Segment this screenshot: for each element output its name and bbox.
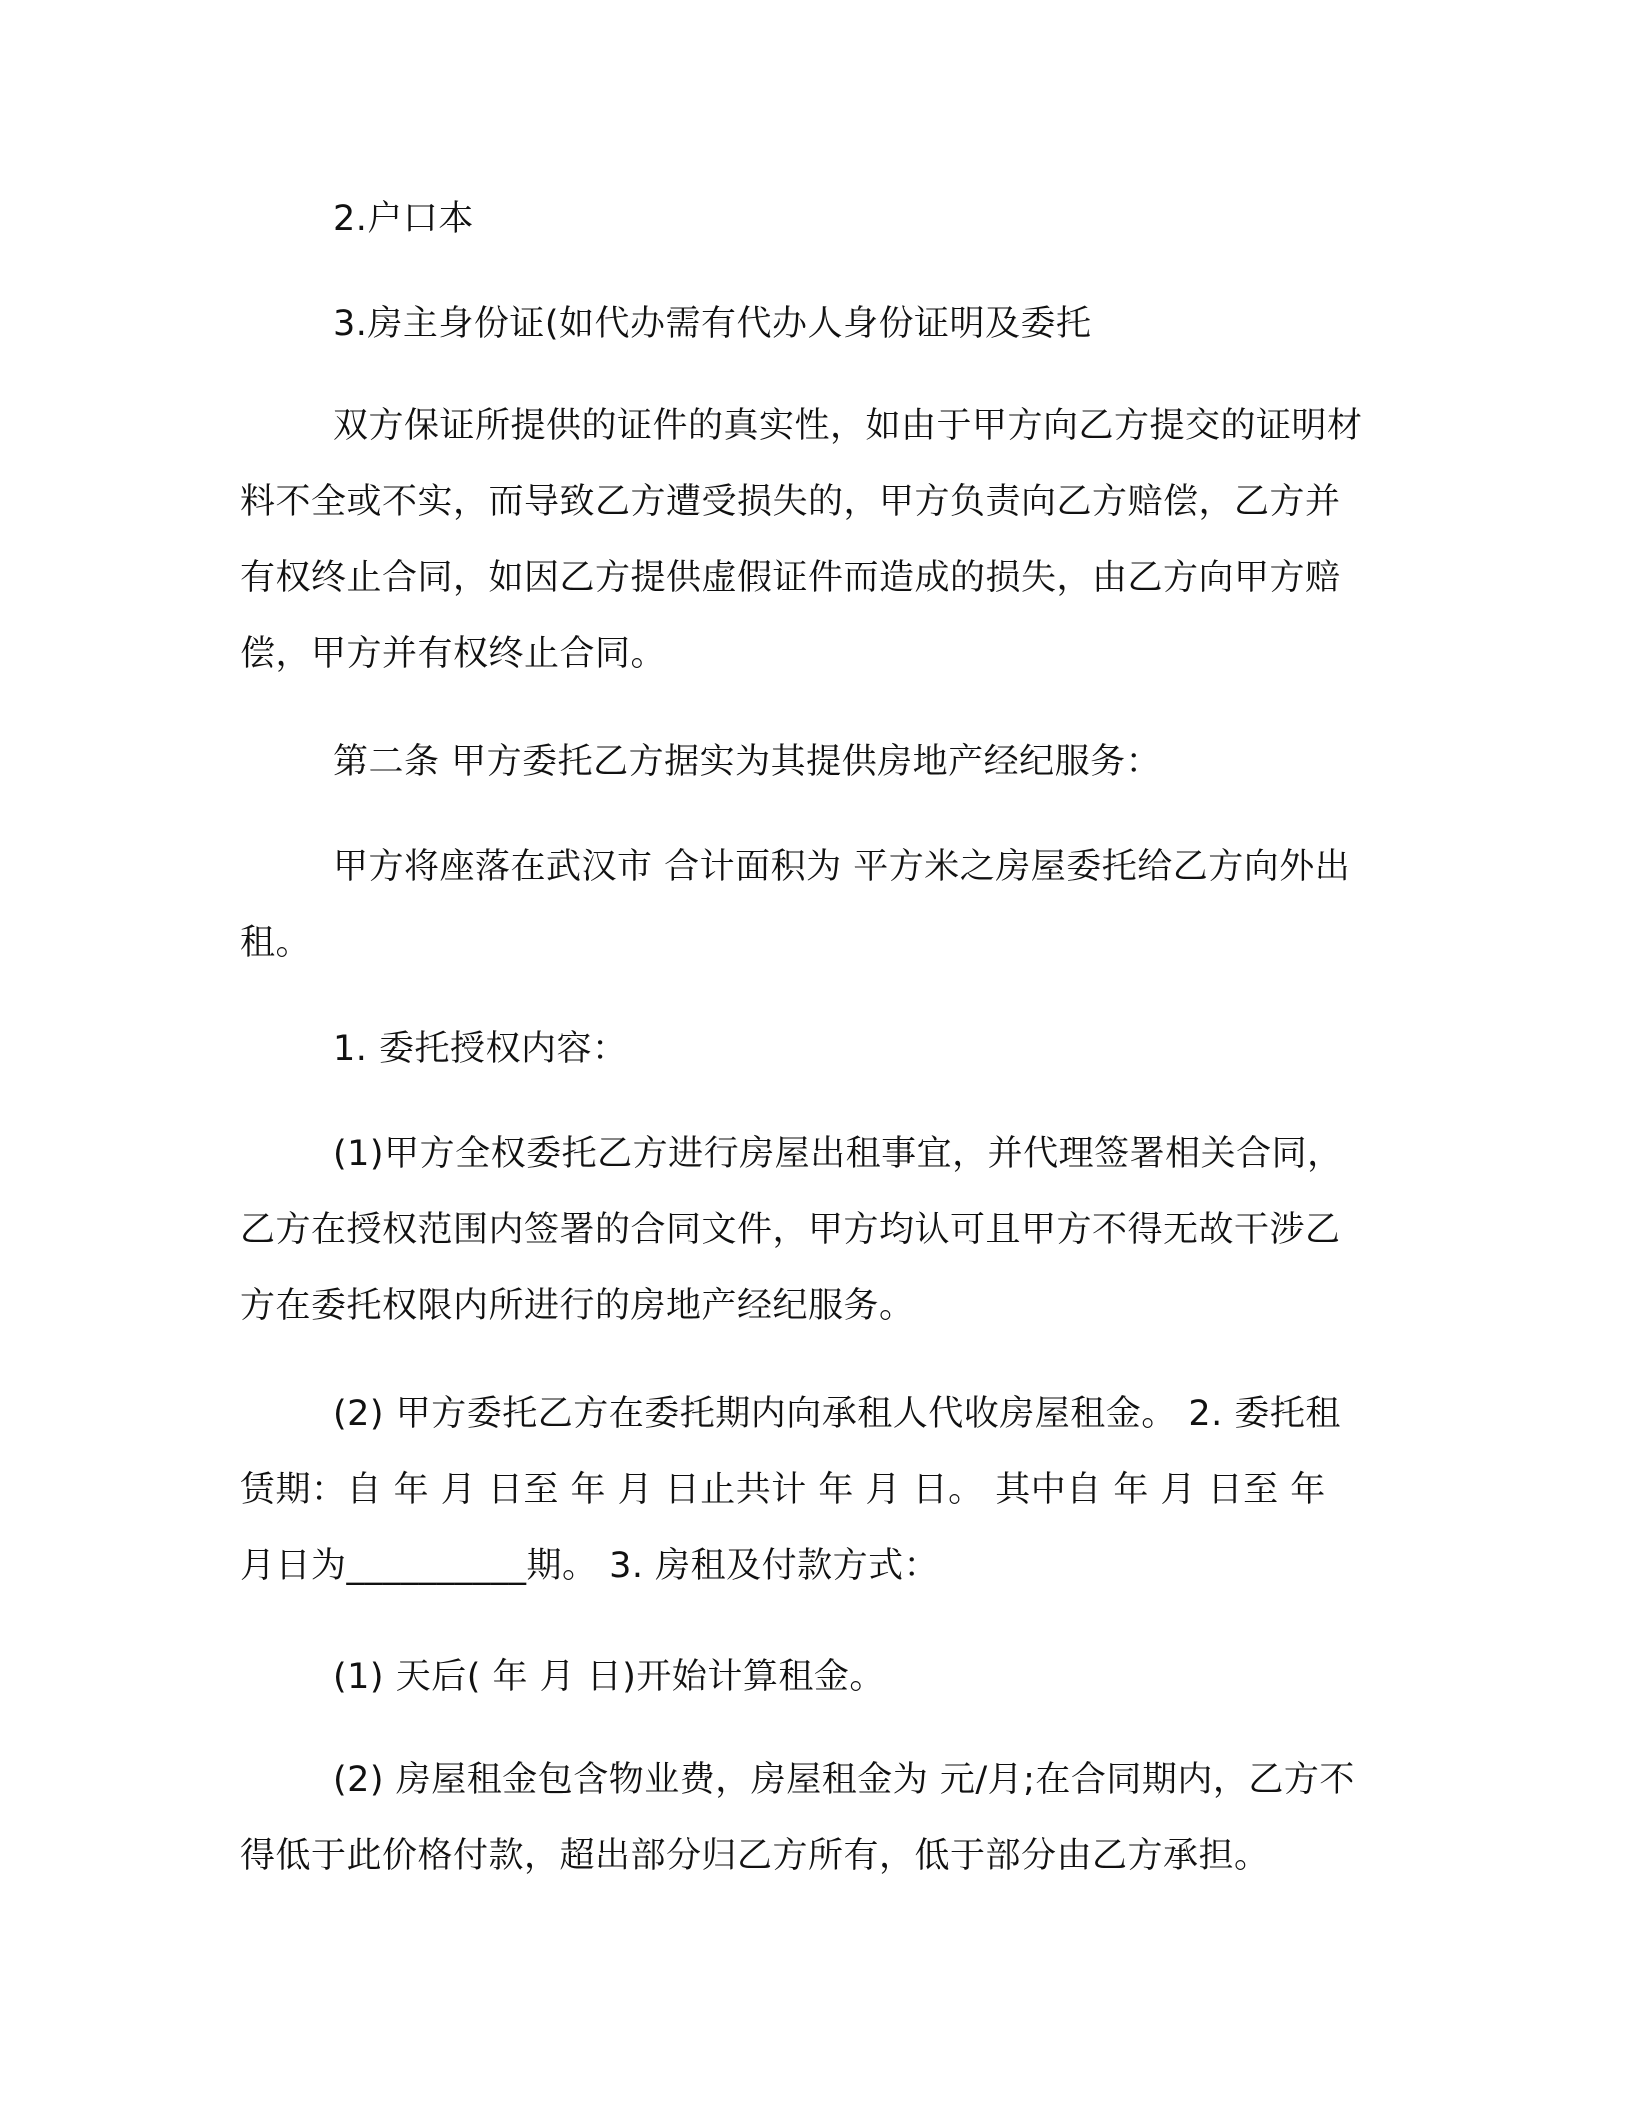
document-paragraph xyxy=(240,1742,1372,1894)
document-paragraph xyxy=(240,181,1372,257)
paragraph-text: 2.户口本 xyxy=(333,199,474,239)
paragraph-text: (1)甲方全权委托乙方进行房屋出租事宜，并代理签署相关合同，乙方在授权范围内签署的合同文件，甲方均认可且甲方不得无故干涉乙方在委托权限内所进行的房地产经纪服务。 xyxy=(240,1134,1343,1326)
paragraph-text: 双方保证所提供的证件的真实性，如由于甲方向乙方提交的证明材料不全或不实，而导致乙方遭受损失的，甲方负责向乙方赔偿，乙方并有权终止合同，如因乙方提供虚假证件而造成的损失，由乙方向甲方赔偿，甲方并有权终止合同。 xyxy=(240,406,1363,674)
document-paragraph xyxy=(240,829,1372,981)
paragraph-text: (2) 房屋租金包含物业费，房屋租金为 元/月;在合同期内，乙方不得低于此价格付款，超出部分归乙方所有，低于部分由乙方承担。 xyxy=(240,1760,1355,1876)
document-paragraph xyxy=(240,1639,1372,1715)
paragraph-text: 甲方将座落在武汉市 合计面积为 平方米之房屋委托给乙方向外出租。 xyxy=(240,847,1351,963)
document-paragraph xyxy=(240,388,1372,692)
paragraph-text: 3.房主身份证(如代办需有代办人身份证明及委托 xyxy=(333,304,1092,344)
document-paragraph xyxy=(240,286,1372,362)
document-paragraph xyxy=(240,1011,1372,1087)
document-paragraph xyxy=(240,1116,1372,1344)
paragraph-text: 第二条 甲方委托乙方据实为其提供房地产经纪服务： xyxy=(333,742,1162,782)
paragraph-text: (2) 甲方委托乙方在委托期内向承租人代收房屋租金。 2. 委托租赁期：自 年 月 日至 年 月 日止共计 年 月 日。 其中自 年 月 日至 年 月日为__________期。 3. 房租及付款方式： xyxy=(240,1394,1341,1586)
document-paragraph xyxy=(240,1376,1372,1604)
paragraph-text: (1) 天后( 年 月 日)开始计算租金。 xyxy=(333,1657,885,1697)
paragraph-text: 1. 委托授权内容： xyxy=(333,1029,628,1069)
document-paragraph xyxy=(240,724,1372,800)
